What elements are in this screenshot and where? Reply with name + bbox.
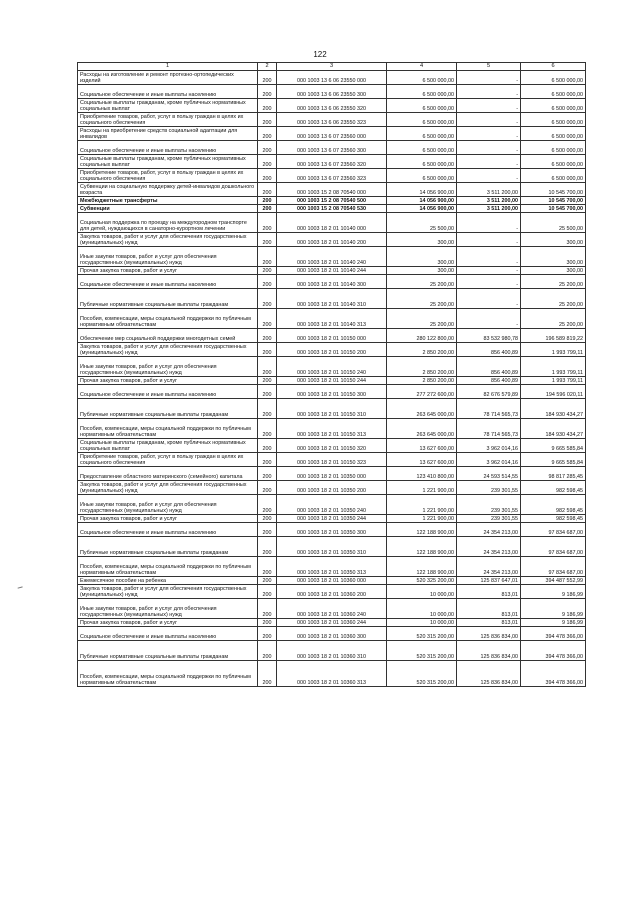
table-row: [78, 205, 586, 213]
row-approved-cell: 2 850 200,00: [387, 377, 457, 385]
row-approved-cell: 520 315 200,00: [387, 661, 457, 687]
table-row: [78, 309, 586, 329]
scan-mark: [18, 586, 24, 591]
row-approved-cell: 10 000,00: [387, 619, 457, 627]
table-row: [78, 453, 586, 467]
row-budget-code-cell: 000 1003 13 6 06 23550 323: [277, 113, 387, 127]
row-executed-cell: 239 301,55: [457, 481, 521, 495]
header-cell: 6: [521, 63, 586, 71]
table-row: [78, 627, 586, 641]
table-row: [78, 343, 586, 357]
row-remaining-cell: 6 500 000,00: [521, 99, 586, 113]
row-line-code-cell: 200: [258, 197, 277, 205]
row-line-code-cell: 200: [258, 329, 277, 343]
row-approved-cell: 25 200,00: [387, 289, 457, 309]
row-name-cell: Социальное обеспечение и иные выплаты населению: [78, 85, 258, 99]
row-name-cell: Закупка товаров, работ и услуг для обеспечения государственных (муниципальных) нужд: [78, 233, 258, 247]
row-line-code-cell: 200: [258, 577, 277, 585]
row-remaining-cell: 184 930 434,27: [521, 419, 586, 439]
header-cell: 5: [457, 63, 521, 71]
row-budget-code-cell: 000 1003 18 2 01 10140 000: [277, 213, 387, 233]
row-remaining-cell: 6 500 000,00: [521, 85, 586, 99]
row-name-cell: Публичные нормативные социальные выплаты гражданам: [78, 641, 258, 661]
row-name-cell: Субвенции: [78, 205, 258, 213]
row-line-code-cell: 200: [258, 537, 277, 557]
row-approved-cell: 122 188 900,00: [387, 557, 457, 577]
table-row: [78, 577, 586, 585]
row-remaining-cell: 982 598,45: [521, 481, 586, 495]
row-executed-cell: 813,01: [457, 599, 521, 619]
row-budget-code-cell: 000 1003 18 2 01 10360 313: [277, 661, 387, 687]
row-remaining-cell: 6 500 000,00: [521, 169, 586, 183]
table-row: [78, 585, 586, 599]
row-line-code-cell: 200: [258, 377, 277, 385]
row-remaining-cell: 25 200,00: [521, 289, 586, 309]
row-executed-cell: 125 836 834,00: [457, 641, 521, 661]
row-name-cell: Пособия, компенсации, меры социальной поддержки по публичным нормативным обязательствам: [78, 661, 258, 687]
row-remaining-cell: 1 993 799,11: [521, 377, 586, 385]
row-executed-cell: 239 301,55: [457, 495, 521, 515]
row-line-code-cell: 200: [258, 213, 277, 233]
row-approved-cell: 520 315 200,00: [387, 641, 457, 661]
row-remaining-cell: 394 478 366,00: [521, 641, 586, 661]
row-line-code-cell: 200: [258, 247, 277, 267]
row-remaining-cell: 6 500 000,00: [521, 155, 586, 169]
row-line-code-cell: 200: [258, 641, 277, 661]
row-approved-cell: 14 056 900,00: [387, 197, 457, 205]
row-line-code-cell: 200: [258, 357, 277, 377]
row-budget-code-cell: 000 1003 13 6 06 23550 000: [277, 71, 387, 85]
row-approved-cell: 2 850 200,00: [387, 343, 457, 357]
row-budget-code-cell: 000 1003 13 6 06 23550 300: [277, 85, 387, 99]
row-name-cell: Прочая закупка товаров, работ и услуг: [78, 267, 258, 275]
table-row: [78, 523, 586, 537]
row-budget-code-cell: 000 1003 13 6 07 23560 320: [277, 155, 387, 169]
row-approved-cell: 25 500,00: [387, 213, 457, 233]
row-remaining-cell: 25 500,00: [521, 213, 586, 233]
table-row: [78, 141, 586, 155]
table-row: [78, 183, 586, 197]
row-budget-code-cell: 000 1003 13 6 06 23550 320: [277, 99, 387, 113]
row-executed-cell: -: [457, 85, 521, 99]
table-row: [78, 267, 586, 275]
row-line-code-cell: 200: [258, 233, 277, 247]
row-line-code-cell: 200: [258, 419, 277, 439]
row-name-cell: Межбюджетные трансферты: [78, 197, 258, 205]
row-name-cell: Приобретение товаров, работ, услуг в пользу граждан в целях их социального обеспечения: [78, 113, 258, 127]
row-budget-code-cell: 000 1003 15 2 08 70540 000: [277, 183, 387, 197]
row-approved-cell: 520 325 200,00: [387, 577, 457, 585]
row-remaining-cell: 196 589 819,22: [521, 329, 586, 343]
row-line-code-cell: 200: [258, 585, 277, 599]
row-budget-code-cell: 000 1003 18 2 01 10140 310: [277, 289, 387, 309]
row-remaining-cell: 6 500 000,00: [521, 127, 586, 141]
row-executed-cell: -: [457, 267, 521, 275]
row-executed-cell: 239 301,55: [457, 515, 521, 523]
row-executed-cell: 813,01: [457, 585, 521, 599]
row-remaining-cell: 6 500 000,00: [521, 141, 586, 155]
row-approved-cell: 2 850 200,00: [387, 357, 457, 377]
row-line-code-cell: 200: [258, 495, 277, 515]
row-remaining-cell: 394 478 366,00: [521, 661, 586, 687]
row-line-code-cell: 200: [258, 439, 277, 453]
table-row: [78, 641, 586, 661]
row-name-cell: Социальное обеспечение и иные выплаты населению: [78, 385, 258, 399]
row-approved-cell: 10 000,00: [387, 585, 457, 599]
row-line-code-cell: 200: [258, 481, 277, 495]
row-executed-cell: 125 836 834,00: [457, 661, 521, 687]
row-line-code-cell: 200: [258, 599, 277, 619]
row-executed-cell: 856 400,89: [457, 377, 521, 385]
row-remaining-cell: 184 930 434,27: [521, 399, 586, 419]
row-budget-code-cell: 000 1003 18 2 01 10360 200: [277, 585, 387, 599]
header-cell: 3: [277, 63, 387, 71]
row-executed-cell: -: [457, 309, 521, 329]
row-name-cell: Прочая закупка товаров, работ и услуг: [78, 377, 258, 385]
row-name-cell: Публичные нормативные социальные выплаты гражданам: [78, 537, 258, 557]
row-executed-cell: -: [457, 169, 521, 183]
row-budget-code-cell: 000 1003 18 2 01 10350 313: [277, 557, 387, 577]
row-approved-cell: 263 645 000,00: [387, 419, 457, 439]
row-approved-cell: 6 500 000,00: [387, 169, 457, 183]
row-name-cell: Обеспечение мер социальной поддержки многодетных семей: [78, 329, 258, 343]
row-name-cell: Социальное обеспечение и иные выплаты населению: [78, 523, 258, 537]
row-budget-code-cell: 000 1003 18 2 01 10360 300: [277, 627, 387, 641]
row-budget-code-cell: 000 1003 18 2 01 10140 240: [277, 247, 387, 267]
row-remaining-cell: 1 993 799,11: [521, 357, 586, 377]
row-executed-cell: 856 400,89: [457, 357, 521, 377]
row-executed-cell: -: [457, 141, 521, 155]
row-budget-code-cell: 000 1003 18 2 01 10350 244: [277, 515, 387, 523]
table-row: [78, 213, 586, 233]
row-executed-cell: 125 836 834,00: [457, 627, 521, 641]
row-line-code-cell: 200: [258, 127, 277, 141]
row-name-cell: Социальные выплаты гражданам, кроме публичных нормативных социальных выплат: [78, 439, 258, 453]
row-approved-cell: 520 315 200,00: [387, 627, 457, 641]
row-line-code-cell: 200: [258, 453, 277, 467]
row-remaining-cell: 300,00: [521, 233, 586, 247]
header-cell: 1: [78, 63, 258, 71]
row-approved-cell: 280 122 800,00: [387, 329, 457, 343]
row-line-code-cell: 200: [258, 289, 277, 309]
table-row: [78, 329, 586, 343]
row-approved-cell: 13 627 600,00: [387, 439, 457, 453]
row-name-cell: Социальное обеспечение и иные выплаты населению: [78, 141, 258, 155]
table-row: [78, 71, 586, 85]
row-name-cell: Расходы на изготовление и ремонт протезно-ортопедических изделий: [78, 71, 258, 85]
row-executed-cell: 3 962 014,16: [457, 453, 521, 467]
row-executed-cell: -: [457, 213, 521, 233]
table-row: [78, 661, 586, 687]
table-row: [78, 275, 586, 289]
row-approved-cell: 6 500 000,00: [387, 155, 457, 169]
row-remaining-cell: 300,00: [521, 267, 586, 275]
row-approved-cell: 300,00: [387, 267, 457, 275]
row-executed-cell: 856 400,89: [457, 343, 521, 357]
row-line-code-cell: 200: [258, 85, 277, 99]
row-line-code-cell: 200: [258, 155, 277, 169]
row-remaining-cell: 10 545 700,00: [521, 197, 586, 205]
table-row: [78, 439, 586, 453]
row-approved-cell: 6 500 000,00: [387, 85, 457, 99]
table-row: [78, 169, 586, 183]
row-executed-cell: 78 714 565,73: [457, 419, 521, 439]
row-name-cell: Пособия, компенсации, меры социальной поддержки по публичным нормативным обязательствам: [78, 557, 258, 577]
row-budget-code-cell: 000 1003 18 2 01 10150 313: [277, 419, 387, 439]
row-name-cell: Расходы на приобретение средств социальной адаптации для инвалидов: [78, 127, 258, 141]
row-budget-code-cell: 000 1003 18 2 01 10150 244: [277, 377, 387, 385]
row-name-cell: Прочая закупка товаров, работ и услуг: [78, 619, 258, 627]
row-name-cell: Прочая закупка товаров, работ и услуг: [78, 515, 258, 523]
row-executed-cell: 3 962 014,16: [457, 439, 521, 453]
table-row: [78, 399, 586, 419]
page-number: 122: [313, 50, 327, 59]
row-approved-cell: 1 221 900,00: [387, 515, 457, 523]
table-row: [78, 247, 586, 267]
row-line-code-cell: 200: [258, 205, 277, 213]
row-remaining-cell: 25 200,00: [521, 309, 586, 329]
row-line-code-cell: 200: [258, 523, 277, 537]
row-remaining-cell: 97 834 687,00: [521, 557, 586, 577]
row-line-code-cell: 200: [258, 467, 277, 481]
row-approved-cell: 122 188 900,00: [387, 523, 457, 537]
row-name-cell: Предоставление областного материнского (семейного) капитала: [78, 467, 258, 481]
row-budget-code-cell: 000 1003 18 2 01 10360 244: [277, 619, 387, 627]
row-approved-cell: 13 627 600,00: [387, 453, 457, 467]
row-budget-code-cell: 000 1003 18 2 01 10350 200: [277, 481, 387, 495]
row-budget-code-cell: 000 1003 18 2 01 10350 240: [277, 495, 387, 515]
row-line-code-cell: 200: [258, 169, 277, 183]
row-executed-cell: 78 714 565,73: [457, 399, 521, 419]
row-approved-cell: 300,00: [387, 233, 457, 247]
row-name-cell: Социальное обеспечение и иные выплаты населению: [78, 627, 258, 641]
row-executed-cell: -: [457, 99, 521, 113]
row-name-cell: Иные закупки товаров, работ и услуг для обеспечения государственных (муниципальных) нужд: [78, 357, 258, 377]
row-approved-cell: 1 221 900,00: [387, 495, 457, 515]
row-executed-cell: -: [457, 155, 521, 169]
row-executed-cell: 3 511 200,00: [457, 183, 521, 197]
table-row: [78, 619, 586, 627]
row-approved-cell: 300,00: [387, 247, 457, 267]
row-budget-code-cell: 000 1003 18 2 01 10140 300: [277, 275, 387, 289]
header-row: [78, 63, 586, 71]
row-approved-cell: 25 200,00: [387, 309, 457, 329]
row-remaining-cell: 982 598,45: [521, 495, 586, 515]
row-remaining-cell: 6 500 000,00: [521, 71, 586, 85]
row-remaining-cell: 9 186,99: [521, 585, 586, 599]
row-name-cell: Иные закупки товаров, работ и услуг для обеспечения государственных (муниципальных) нужд: [78, 495, 258, 515]
row-executed-cell: -: [457, 247, 521, 267]
row-line-code-cell: 200: [258, 275, 277, 289]
row-name-cell: Пособия, компенсации, меры социальной поддержки по публичным нормативным обязательствам: [78, 309, 258, 329]
row-approved-cell: 123 410 800,00: [387, 467, 457, 481]
row-remaining-cell: 1 993 799,11: [521, 343, 586, 357]
table-row: [78, 155, 586, 169]
row-name-cell: Закупка товаров, работ и услуг для обеспечения государственных (муниципальных) нужд: [78, 343, 258, 357]
row-line-code-cell: 200: [258, 71, 277, 85]
row-budget-code-cell: 000 1003 18 2 01 10140 244: [277, 267, 387, 275]
row-executed-cell: 813,01: [457, 619, 521, 627]
row-executed-cell: -: [457, 71, 521, 85]
row-remaining-cell: 394 478 366,00: [521, 627, 586, 641]
row-line-code-cell: 200: [258, 99, 277, 113]
row-budget-code-cell: 000 1003 18 2 01 10150 320: [277, 439, 387, 453]
table-row: [78, 467, 586, 481]
row-executed-cell: 24 354 213,00: [457, 523, 521, 537]
row-remaining-cell: 300,00: [521, 247, 586, 267]
row-executed-cell: -: [457, 289, 521, 309]
row-name-cell: Социальное обеспечение и иные выплаты населению: [78, 275, 258, 289]
row-budget-code-cell: 000 1003 18 2 01 10350 300: [277, 523, 387, 537]
row-budget-code-cell: 000 1003 18 2 01 10150 200: [277, 343, 387, 357]
row-remaining-cell: 9 665 585,84: [521, 439, 586, 453]
row-line-code-cell: 200: [258, 267, 277, 275]
budget-table: [77, 62, 586, 687]
row-name-cell: Ежемесячное пособие на ребенка: [78, 577, 258, 585]
row-approved-cell: 263 645 000,00: [387, 399, 457, 419]
row-executed-cell: 82 676 579,89: [457, 385, 521, 399]
row-approved-cell: 122 188 900,00: [387, 537, 457, 557]
row-executed-cell: -: [457, 275, 521, 289]
row-line-code-cell: 200: [258, 515, 277, 523]
row-executed-cell: 24 354 213,00: [457, 557, 521, 577]
row-budget-code-cell: 000 1003 18 2 01 10150 240: [277, 357, 387, 377]
row-budget-code-cell: 000 1003 18 2 01 10150 300: [277, 385, 387, 399]
row-executed-cell: 24 593 514,55: [457, 467, 521, 481]
row-approved-cell: 10 000,00: [387, 599, 457, 619]
row-remaining-cell: 9 186,99: [521, 619, 586, 627]
table-row: [78, 481, 586, 495]
row-name-cell: Публичные нормативные социальные выплаты гражданам: [78, 399, 258, 419]
row-executed-cell: 24 354 213,00: [457, 537, 521, 557]
row-name-cell: Приобретение товаров, работ, услуг в пользу граждан в целях их социального обеспечения: [78, 169, 258, 183]
row-line-code-cell: 200: [258, 627, 277, 641]
row-budget-code-cell: 000 1003 18 2 01 10150 000: [277, 329, 387, 343]
header-cell: 2: [258, 63, 277, 71]
table-row: [78, 289, 586, 309]
table-row: [78, 377, 586, 385]
row-approved-cell: 277 272 600,00: [387, 385, 457, 399]
row-remaining-cell: 10 545 700,00: [521, 183, 586, 197]
row-remaining-cell: 97 834 687,00: [521, 523, 586, 537]
row-name-cell: Социальные выплаты гражданам, кроме публичных нормативных социальных выплат: [78, 155, 258, 169]
row-remaining-cell: 394 487 552,99: [521, 577, 586, 585]
row-budget-code-cell: 000 1003 13 6 07 23560 323: [277, 169, 387, 183]
row-name-cell: Социальные выплаты гражданам, кроме публичных нормативных социальных выплат: [78, 99, 258, 113]
row-executed-cell: -: [457, 127, 521, 141]
table-row: [78, 419, 586, 439]
row-approved-cell: 14 056 900,00: [387, 205, 457, 213]
table-row: [78, 515, 586, 523]
row-remaining-cell: 10 545 700,00: [521, 205, 586, 213]
row-budget-code-cell: 000 1003 15 2 08 70540 500: [277, 197, 387, 205]
row-name-cell: Закупка товаров, работ и услуг для обеспечения государственных (муниципальных) нужд: [78, 481, 258, 495]
table-row: [78, 85, 586, 99]
row-line-code-cell: 200: [258, 661, 277, 687]
row-executed-cell: -: [457, 233, 521, 247]
table-row: [78, 385, 586, 399]
row-executed-cell: 3 511 200,00: [457, 197, 521, 205]
row-line-code-cell: 200: [258, 399, 277, 419]
row-executed-cell: 3 511 200,00: [457, 205, 521, 213]
row-approved-cell: 6 500 000,00: [387, 99, 457, 113]
row-budget-code-cell: 000 1003 18 2 01 10360 310: [277, 641, 387, 661]
row-name-cell: Публичные нормативные социальные выплаты гражданам: [78, 289, 258, 309]
row-approved-cell: 6 500 000,00: [387, 127, 457, 141]
row-remaining-cell: 194 596 020,11: [521, 385, 586, 399]
table-row: [78, 557, 586, 577]
row-budget-code-cell: 000 1003 18 2 01 10140 313: [277, 309, 387, 329]
row-budget-code-cell: 000 1003 15 2 08 70540 530: [277, 205, 387, 213]
row-budget-code-cell: 000 1003 13 6 07 23560 000: [277, 127, 387, 141]
row-line-code-cell: 200: [258, 183, 277, 197]
row-approved-cell: 6 500 000,00: [387, 71, 457, 85]
row-line-code-cell: 200: [258, 385, 277, 399]
header-cell: 4: [387, 63, 457, 71]
row-name-cell: Иные закупки товаров, работ и услуг для обеспечения государственных (муниципальных) нужд: [78, 599, 258, 619]
table-row: [78, 113, 586, 127]
row-budget-code-cell: 000 1003 13 6 07 23560 300: [277, 141, 387, 155]
row-remaining-cell: 6 500 000,00: [521, 113, 586, 127]
row-budget-code-cell: 000 1003 18 2 01 10350 000: [277, 467, 387, 481]
table-row: [78, 99, 586, 113]
row-line-code-cell: 200: [258, 141, 277, 155]
row-line-code-cell: 200: [258, 619, 277, 627]
table-row: [78, 495, 586, 515]
row-approved-cell: 6 500 000,00: [387, 141, 457, 155]
table-row: [78, 357, 586, 377]
row-line-code-cell: 200: [258, 557, 277, 577]
row-executed-cell: 125 837 647,01: [457, 577, 521, 585]
row-name-cell: Приобретение товаров, работ, услуг в пользу граждан в целях их социального обеспечения: [78, 453, 258, 467]
row-line-code-cell: 200: [258, 113, 277, 127]
row-approved-cell: 14 056 900,00: [387, 183, 457, 197]
row-remaining-cell: 98 817 285,45: [521, 467, 586, 481]
row-remaining-cell: 982 598,45: [521, 515, 586, 523]
table-row: [78, 233, 586, 247]
row-budget-code-cell: 000 1003 18 2 01 10360 240: [277, 599, 387, 619]
row-approved-cell: 25 200,00: [387, 275, 457, 289]
row-remaining-cell: 25 200,00: [521, 275, 586, 289]
table-row: [78, 127, 586, 141]
row-remaining-cell: 97 834 687,00: [521, 537, 586, 557]
row-remaining-cell: 9 186,99: [521, 599, 586, 619]
row-name-cell: Пособия, компенсации, меры социальной поддержки по публичным нормативным обязательствам: [78, 419, 258, 439]
row-budget-code-cell: 000 1003 18 2 01 10150 323: [277, 453, 387, 467]
row-name-cell: Социальная поддержка по проезду на междугородном транспорте для детей, нуждающихся в санаторно-курортном лечении: [78, 213, 258, 233]
row-remaining-cell: 9 665 585,84: [521, 453, 586, 467]
row-budget-code-cell: 000 1003 18 2 01 10140 200: [277, 233, 387, 247]
row-approved-cell: 6 500 000,00: [387, 113, 457, 127]
table-row: [78, 197, 586, 205]
row-executed-cell: -: [457, 113, 521, 127]
row-approved-cell: 1 221 900,00: [387, 481, 457, 495]
row-name-cell: Иные закупки товаров, работ и услуг для обеспечения государственных (муниципальных) нужд: [78, 247, 258, 267]
row-name-cell: Субвенции на социальную поддержку детей-инвалидов дошкольного возраста: [78, 183, 258, 197]
table-row: [78, 599, 586, 619]
row-line-code-cell: 200: [258, 343, 277, 357]
row-budget-code-cell: 000 1003 18 2 01 10360 000: [277, 577, 387, 585]
row-line-code-cell: 200: [258, 309, 277, 329]
row-budget-code-cell: 000 1003 18 2 01 10150 310: [277, 399, 387, 419]
table-row: [78, 537, 586, 557]
row-budget-code-cell: 000 1003 18 2 01 10350 310: [277, 537, 387, 557]
row-name-cell: Закупка товаров, работ и услуг для обеспечения государственных (муниципальных) нужд: [78, 585, 258, 599]
row-executed-cell: 83 532 980,78: [457, 329, 521, 343]
